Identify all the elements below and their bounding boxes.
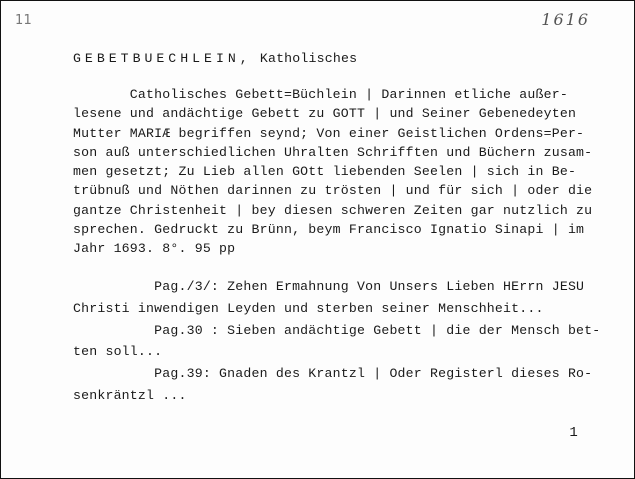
- description-line: son auß unterschiedlichen Uhralten Schrifften und Büchern zusam-: [73, 144, 593, 160]
- card-number: 1616: [541, 10, 590, 29]
- description-line: Mutter MARIÆ begriffen seynd; Von einer Geistlichen Ordens=Per-: [73, 125, 585, 141]
- corner-mark: 11: [15, 13, 32, 28]
- description-line: lesene und andächtige Gebett zu GOTT | und Seiner Gebenedeyten: [73, 106, 577, 122]
- card-heading: [73, 51, 357, 66]
- entry-line: Pag.30 : Sieben andächtige Gebett | die der Mensch bet-: [73, 322, 601, 338]
- entry-line: Pag./3/: Zehen Ermahnung Von Unsers Lieben HErrn JESU: [73, 279, 585, 294]
- heading-subtitle: Katholisches: [259, 51, 358, 66]
- entry-line: Pag.39: Gnaden des Krantzl | Oder Registerl dieses Ro-: [73, 366, 593, 382]
- description-line: Jahr 1693. 8°. 95 pp: [73, 241, 236, 257]
- entry-line: Christi inwendigen Leyden und sterben seiner Menschheit...: [73, 300, 544, 316]
- description-line: Catholisches Gebett=Büchlein | Darinnen etliche außer-: [73, 87, 568, 102]
- description-line: men gesetzt; Zu Lieb allen GOtt liebenden Seelen | sich in Be-: [73, 164, 577, 180]
- title-description: [73, 85, 603, 259]
- entry-line: senkräntzl ...: [73, 387, 187, 403]
- description-line: gantze Christenheit | bey diesen schweren Zeiten gar nutzlich zu: [73, 202, 593, 218]
- entry-line: ten soll...: [73, 344, 163, 360]
- heading-title: GEBETBUECHLEIN,: [73, 51, 252, 66]
- page-number: 1: [569, 425, 578, 441]
- description-line: sprechen. Gedruckt zu Brünn, beym Francisco Ignatio Sinapi | im: [73, 222, 585, 238]
- description-line: trübnuß und Nöthen darinnen zu trösten | und für sich | oder die: [73, 183, 593, 199]
- contents-entries: [73, 276, 603, 407]
